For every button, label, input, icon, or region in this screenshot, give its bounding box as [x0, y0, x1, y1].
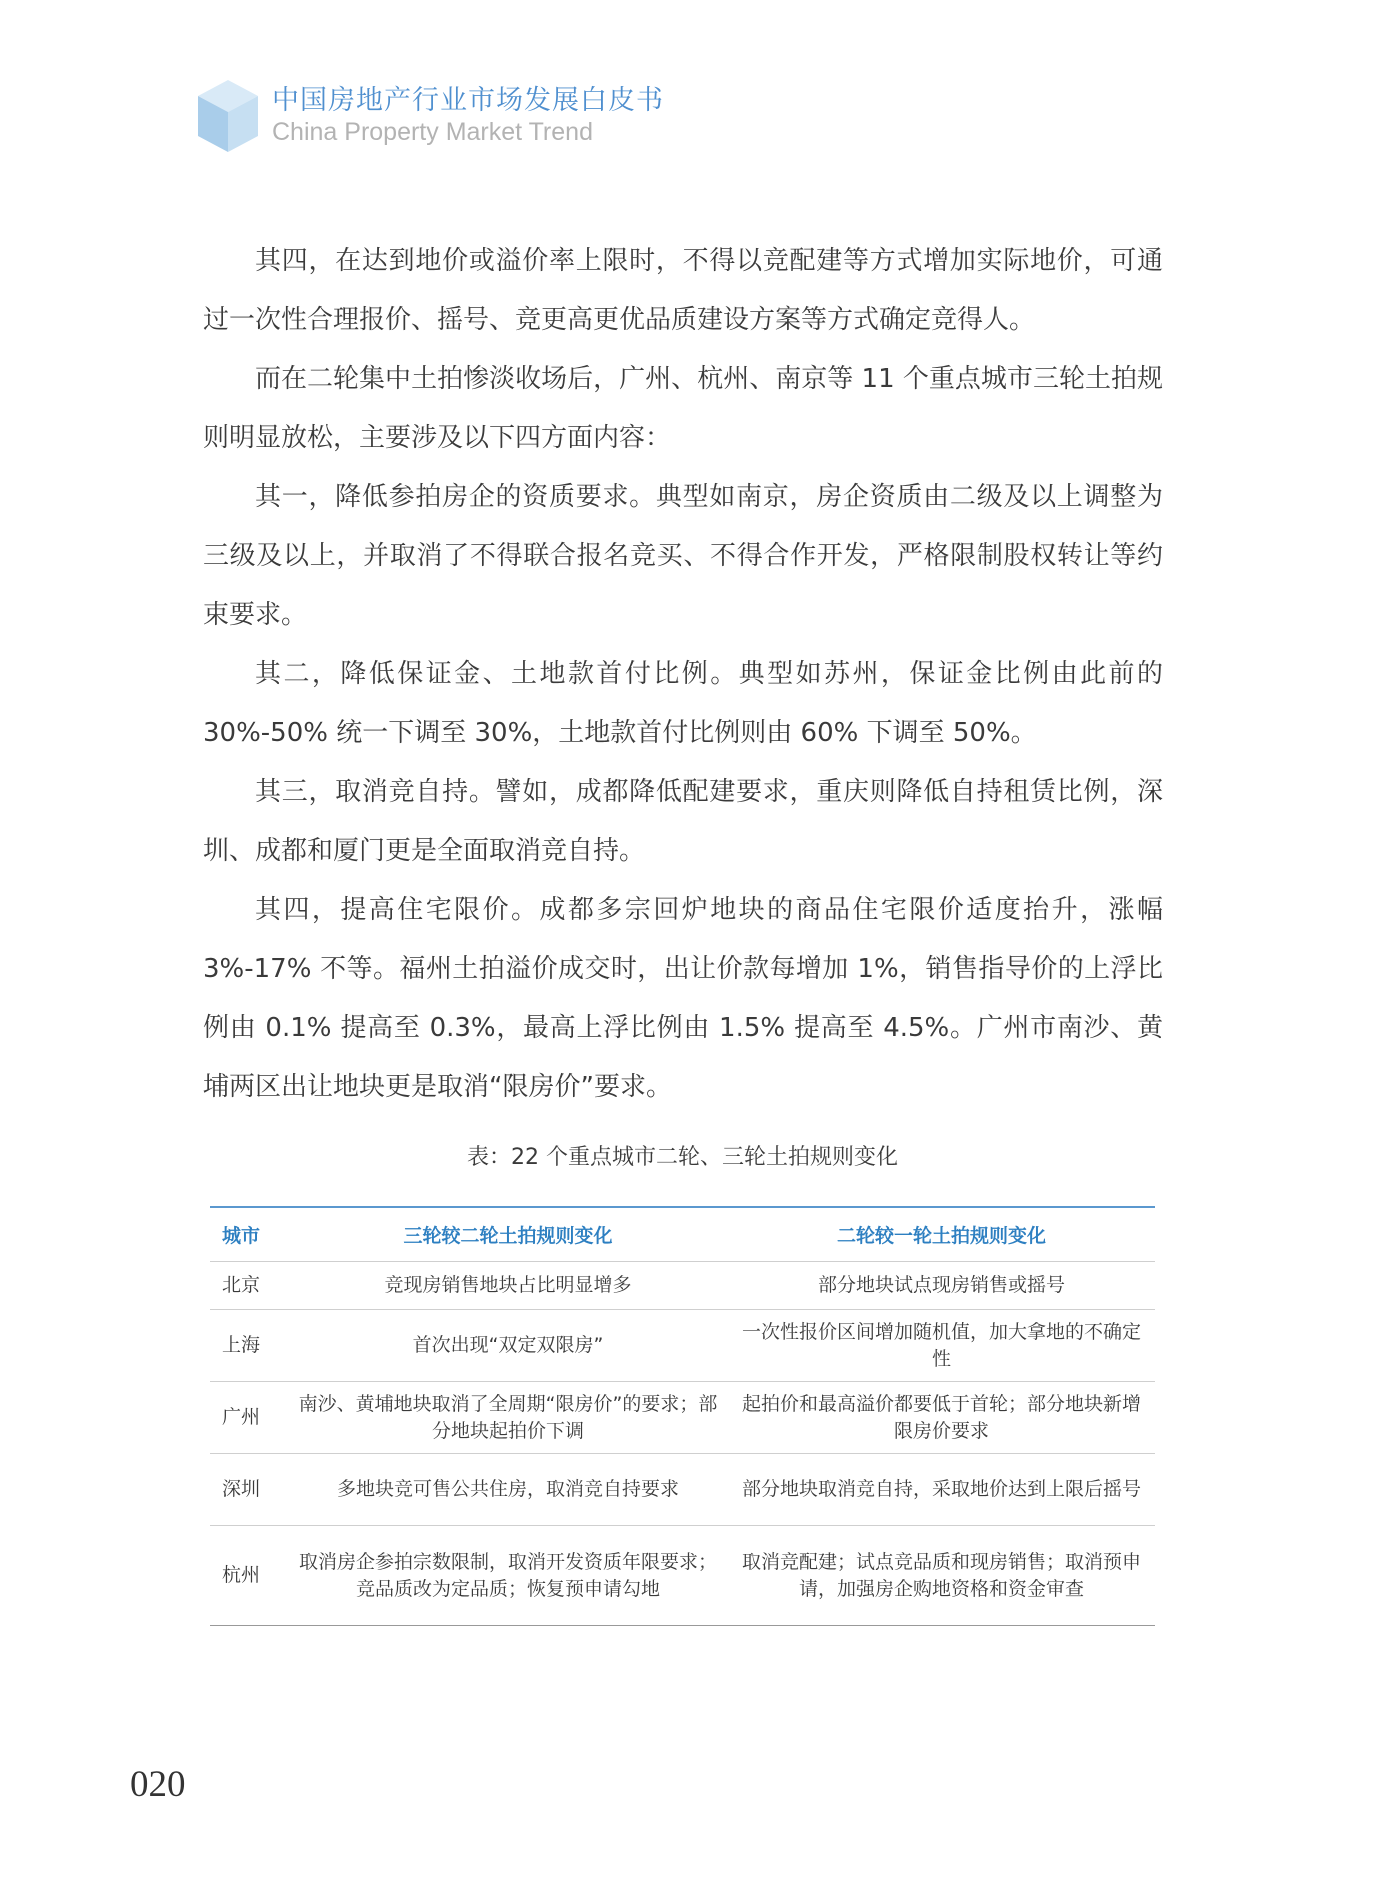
cell-third-round: 取消房企参拍宗数限制，取消开发资质年限要求；竞品质改为定品质；恢复预申请勾地 [288, 1526, 728, 1626]
cell-second-round: 部分地块试点现房销售或摇号 [728, 1262, 1155, 1310]
paragraph: 其三，取消竞自持。譬如，成都降低配建要求，重庆则降低自持租赁比例，深圳、成都和厦门更是全面取消竞自持。 [203, 777, 1163, 866]
table-row [210, 1526, 1155, 1626]
page-number: 020 [130, 1764, 186, 1805]
cell-city: 北京 [210, 1262, 288, 1310]
header-second-round: 二轮较一轮土拍规则变化 [728, 1207, 1155, 1262]
table-row [210, 1382, 1155, 1454]
cell-city: 杭州 [210, 1526, 288, 1626]
cell-city: 深圳 [210, 1454, 288, 1526]
header-title-en: China Property Market Trend [272, 118, 593, 146]
paragraph: 其四，提高住宅限价。成都多宗回炉地块的商品住宅限价适度抬升，涨幅 3%-17% 不等。福州土拍溢价成交时，出让价款每增加 1%，销售指导价的上浮比例由 0.1% 提高至 0.3%，最高上浮比例由 1.5% 提高至 4.5%。广州市南沙、黄埔两区出让地块更是取消“限房价”要求。 [203, 895, 1163, 1102]
rules-table [210, 1206, 1155, 1626]
header-city: 城市 [210, 1207, 288, 1262]
table-row [210, 1262, 1155, 1310]
cell-second-round: 取消竞配建；试点竞品质和现房销售；取消预申请，加强房企购地资格和资金审查 [728, 1526, 1155, 1626]
table-header-row [210, 1207, 1155, 1262]
cell-third-round: 多地块竞可售公共住房，取消竞自持要求 [288, 1454, 728, 1526]
paragraph: 其四，在达到地价或溢价率上限时，不得以竞配建等方式增加实际地价，可通过一次性合理报价、摇号、竞更高更优品质建设方案等方式确定竞得人。 [203, 246, 1163, 335]
cell-second-round: 一次性报价区间增加随机值，加大拿地的不确定性 [728, 1310, 1155, 1382]
cube-logo-icon [196, 78, 260, 154]
header-third-round: 三轮较二轮土拍规则变化 [288, 1207, 728, 1262]
cell-third-round: 南沙、黄埔地块取消了全周期“限房价”的要求；部分地块起拍价下调 [288, 1382, 728, 1454]
cell-second-round: 部分地块取消竞自持，采取地价达到上限后摇号 [728, 1454, 1155, 1526]
header [196, 74, 716, 164]
cell-city: 广州 [210, 1382, 288, 1454]
cell-third-round: 首次出现“双定双限房” [288, 1310, 728, 1382]
cell-second-round: 起拍价和最高溢价都要低于首轮；部分地块新增限房价要求 [728, 1382, 1155, 1454]
table-row [210, 1454, 1155, 1526]
paragraph: 其二，降低保证金、土地款首付比例。典型如苏州，保证金比例由此前的 30%-50% 统一下调至 30%，土地款首付比例则由 60% 下调至 50%。 [203, 659, 1163, 748]
paragraph: 而在二轮集中土拍惨淡收场后，广州、杭州、南京等 11 个重点城市三轮土拍规则明显放松，主要涉及以下四方面内容： [203, 364, 1163, 453]
cell-third-round: 竞现房销售地块占比明显增多 [288, 1262, 728, 1310]
table-row [210, 1310, 1155, 1382]
body-text [203, 232, 1163, 1117]
cell-city: 上海 [210, 1310, 288, 1382]
header-title-cn: 中国房地产行业市场发展白皮书 [272, 85, 664, 116]
paragraph: 其一，降低参拍房企的资质要求。典型如南京，房企资质由二级及以上调整为三级及以上，并取消了不得联合报名竞买、不得合作开发，严格限制股权转让等约束要求。 [203, 482, 1163, 630]
table-caption: 表：22 个重点城市二轮、三轮土拍规则变化 [467, 1145, 898, 1170]
